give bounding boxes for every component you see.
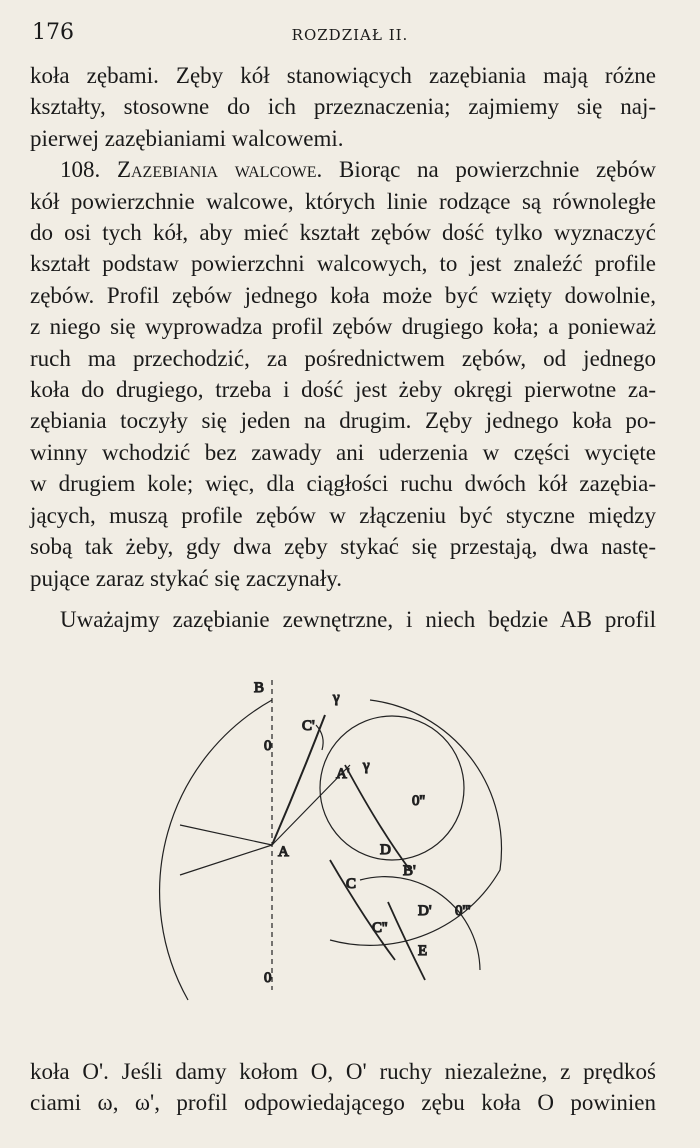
section-number: 108. xyxy=(60,157,101,183)
text-line: koła do drugiego, trzeba i dość jest żeby okręgi pierwotne za- xyxy=(30,377,656,403)
label-O-triple-prime: 0''' xyxy=(455,903,471,919)
text-line: z niego się wyprowadza profil zębów drugiego koła; a ponieważ xyxy=(30,314,656,340)
section-title: Zazebiania walcowe. xyxy=(116,157,323,183)
radius-line xyxy=(180,825,272,845)
label-D-prime: D' xyxy=(418,903,432,919)
text-line: pierwej zazębianiami walcowemi. xyxy=(30,125,344,151)
label-B: B xyxy=(254,680,265,696)
circle-O-double-prime xyxy=(320,716,464,860)
paragraph-continuation xyxy=(30,60,656,154)
page-number: 176 xyxy=(32,20,74,45)
label-E: E xyxy=(418,943,428,959)
label-O-double-prime: 0'' xyxy=(412,793,425,809)
text-line: Uważajmy zazębianie zewnętrzne, i niech będzie AB profil xyxy=(60,606,656,632)
text-line: zębów. Profil zębów jednego koła może być wzięty dowolnie, xyxy=(30,282,656,308)
section-first-line xyxy=(30,154,656,185)
text-line: sobą tak żeby, gdy dwa zęby stykać się przestają, dwa nastę- xyxy=(30,534,656,560)
label-O: 0 xyxy=(264,738,272,754)
text-line: do osi tych kół, aby mieć kształt zębów dość tylko wyznaczyć xyxy=(30,220,656,246)
text-line: pujące zaraz stykać się zaczynały. xyxy=(30,565,343,591)
text-line: kół powierzchnie walcowe, których linie rodzące są równoległe xyxy=(30,188,656,214)
body-text-bottom xyxy=(30,1056,656,1119)
tooth-profile-A-prime xyxy=(345,765,410,870)
label-A-prime: A' xyxy=(336,766,350,782)
body-text-top xyxy=(30,60,656,635)
section-108 xyxy=(30,154,656,594)
paragraph-kola xyxy=(30,1056,656,1119)
gear-tooth-diagram xyxy=(150,670,550,1030)
radius-line xyxy=(180,845,272,875)
text-line: winny wchodzić bez zawady ani uderzenia w części wycięte xyxy=(30,439,656,465)
label-O-bottom: 0 xyxy=(264,970,272,986)
section-first-line-text: Biorąc na powierzchnie zębów xyxy=(339,157,657,183)
label-C: C xyxy=(346,876,357,892)
paragraph-uwazajmy xyxy=(30,604,656,635)
label-C-double-prime: C'' xyxy=(372,920,388,936)
text-line: w drugiem kole; więc, dla ciągłości ruchu dwóch kół zazębia- xyxy=(30,471,656,497)
text-line: ciami ω, ω', profil odpowiedającego zębu koła O powinien xyxy=(30,1090,656,1116)
text-line: jących, muszą profile zębów w złączeniu być styczne między xyxy=(30,502,656,528)
text-line: zębiania toczyły się jeden na drugim. Zęby jednego koła po- xyxy=(30,408,656,434)
running-head: ROZDZIAŁ II. xyxy=(291,26,409,44)
text-line: ruch ma przechodzić, za pośrednictwem zębów, od jednego xyxy=(30,345,656,371)
text-line: kształty, stosowne do ich przeznaczenia; zajmiemy się naj- xyxy=(30,94,656,120)
label-C-prime: C' xyxy=(302,718,315,734)
text-line: kształt podstaw powierzchni walcowych, to jest znaleźć profile xyxy=(30,251,656,277)
page-header xyxy=(30,20,670,50)
tooth-profile-AB xyxy=(272,715,325,845)
text-line: koła O'. Jeśli damy kołom O, O' ruchy niezależne, z prędkoś xyxy=(30,1059,656,1084)
text-line: koła zębami. Zęby kół stanowiących zazębiania mają różne xyxy=(30,63,656,88)
label-D: D xyxy=(380,842,391,858)
label-gamma: γ xyxy=(333,690,340,706)
label-gamma-2: γ xyxy=(363,758,370,774)
label-A: A xyxy=(278,844,289,860)
label-B-prime: B' xyxy=(403,863,416,879)
diagram-svg xyxy=(150,670,550,1030)
circle-O-prime-arc xyxy=(330,700,501,945)
